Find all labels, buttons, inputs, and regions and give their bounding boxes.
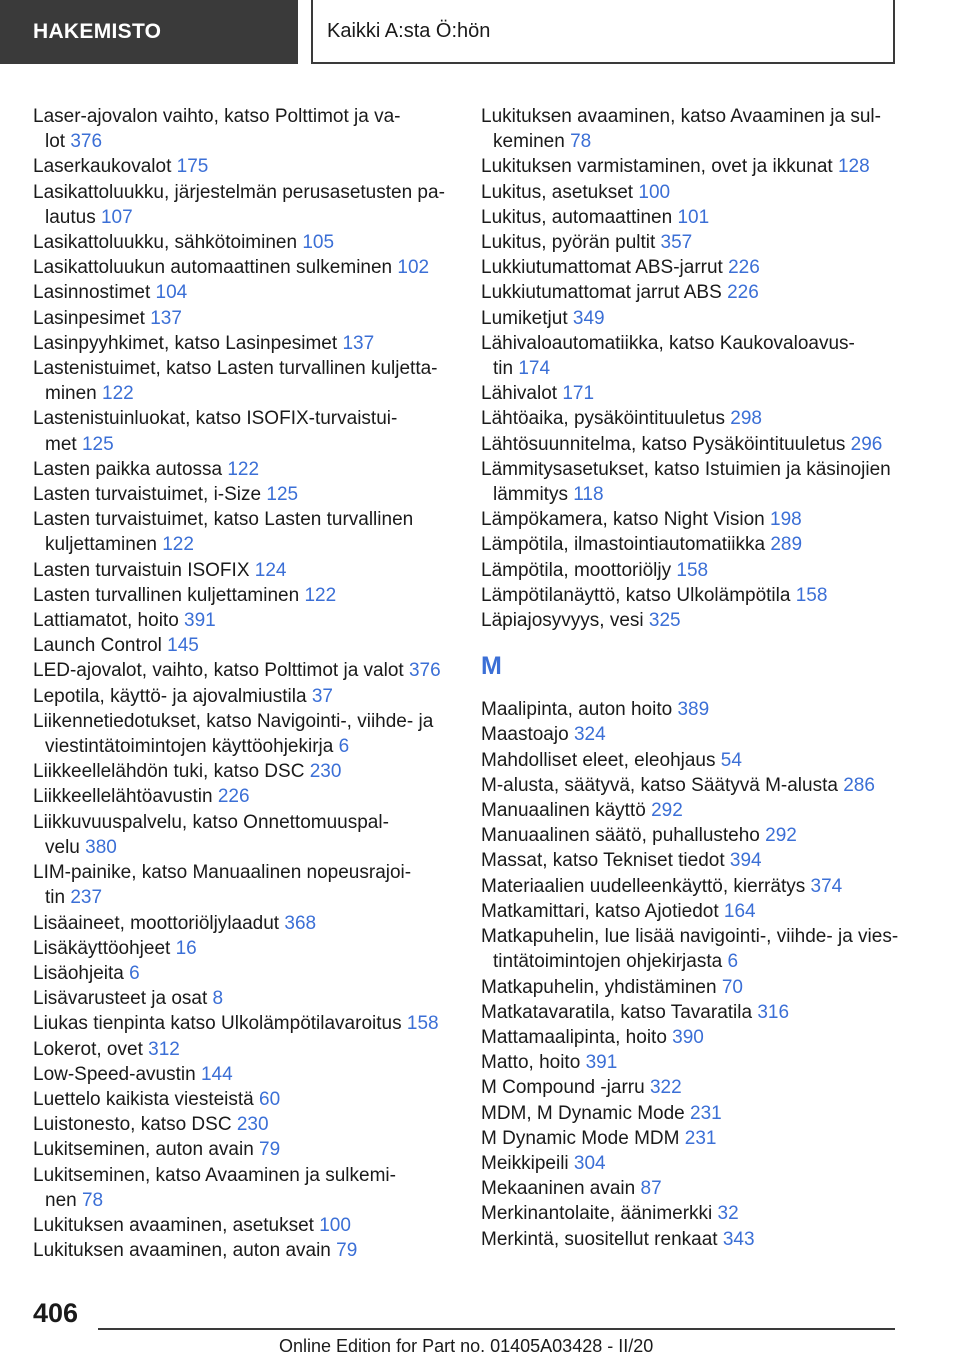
index-entry [33, 154, 453, 179]
page-link[interactable]: 390 [672, 1026, 704, 1048]
index-entry [33, 1213, 453, 1238]
index-entry [33, 406, 453, 431]
page-link[interactable]: 376 [408, 660, 441, 682]
index-entry [33, 1062, 453, 1087]
index-entry [33, 784, 453, 809]
page-link[interactable]: 164 [723, 900, 756, 922]
index-entry-text: lautus [45, 206, 96, 228]
page-link[interactable]: 158 [795, 584, 828, 606]
page-link[interactable]: 6 [129, 962, 140, 984]
page-link[interactable]: 105 [302, 232, 335, 254]
index-entry-text: Lähtöaika, pysäköintituuletus [481, 408, 725, 430]
index-entry-text: Liikkuvuuspalvelu, katso Onnettomuuspal- [33, 811, 389, 833]
page-link[interactable]: 122 [304, 584, 337, 606]
page-link[interactable]: 54 [720, 749, 742, 771]
page-link[interactable]: 79 [259, 1139, 281, 1161]
index-entry [481, 697, 901, 722]
page-link[interactable]: 79 [336, 1240, 358, 1262]
page-link[interactable]: 137 [342, 332, 375, 354]
page-link[interactable]: 230 [309, 761, 342, 783]
page-link[interactable]: 122 [162, 534, 194, 556]
index-entry-text: Liikkeellelähtöavustin [33, 786, 213, 808]
index-entry [33, 558, 453, 583]
index-entry [33, 986, 453, 1011]
breadcrumb [311, 0, 895, 64]
index-entry-text: Liikennetiedotukset, katso Navigointi-, viihde- ja [33, 710, 434, 732]
index-entry [33, 1011, 453, 1036]
index-entry-text: Lisäohjeita [33, 962, 124, 984]
index-entry [33, 810, 453, 835]
index-entry [33, 658, 453, 683]
index-entry-text: Lisäaineet, moottoriöljylaadut [33, 912, 280, 934]
page-link[interactable]: 107 [100, 206, 133, 228]
page-link[interactable]: 304 [573, 1152, 606, 1174]
index-entry [481, 1151, 901, 1176]
page-link[interactable]: 343 [722, 1228, 755, 1250]
index-entry [33, 583, 453, 608]
index-entry-text: Mattamaalipinta, hoito [481, 1026, 667, 1048]
index-entry [33, 129, 453, 154]
page-link[interactable]: 8 [212, 988, 224, 1010]
index-entry-text: viestintätoimintojen käyttöohjekirja [45, 736, 334, 758]
page-link[interactable]: 175 [176, 156, 209, 178]
index-entry-text: Lepotila, käyttö- ja ajovalmiustila [33, 685, 307, 707]
index-entry-text: Lastenistuimet, katso Lasten turvallinen kuljetta- [33, 358, 438, 380]
index-entry-text: Lasten turvaistuimet, i-Size [33, 484, 262, 506]
page-link[interactable]: 6 [338, 736, 350, 758]
index-entry [33, 633, 453, 658]
index-entry [33, 1137, 453, 1162]
page-link[interactable]: 32 [717, 1203, 739, 1225]
index-entry [33, 1037, 453, 1062]
index-entry-text: Lähivaloautomatiikka, katso Kaukovaloavus- [481, 332, 855, 354]
index-entry-text: Lastenistuinluokat, katso ISOFIX-turvaistui- [33, 408, 398, 430]
index-entry [33, 936, 453, 961]
page-link[interactable]: 118 [573, 484, 604, 506]
page-link[interactable]: 237 [70, 887, 103, 909]
page-link[interactable]: 100 [638, 181, 671, 203]
page-link[interactable]: 394 [729, 850, 762, 872]
page-link[interactable]: 391 [585, 1052, 618, 1074]
index-group-m [481, 697, 901, 1251]
index-entry-text: Liukas tienpinta katso Ulkolämpötilavaroitus [33, 1013, 402, 1035]
section-label: HAKEMISTO [33, 20, 162, 43]
page-link[interactable]: 391 [184, 610, 216, 632]
index-entry-text: Manuaalinen käyttö [481, 800, 646, 822]
page-link[interactable]: 100 [319, 1214, 351, 1236]
index-entry-text: Lumiketjut [481, 307, 568, 329]
page-link[interactable]: 324 [573, 724, 606, 746]
index-entry-text: Matto, hoito [481, 1052, 581, 1074]
index-entry [481, 1000, 901, 1025]
index-entry [33, 532, 453, 557]
page-link[interactable]: 286 [843, 774, 875, 796]
index-entry [481, 823, 901, 848]
page-link[interactable]: 376 [70, 131, 103, 153]
page-link[interactable]: 349 [572, 307, 605, 329]
index-entry [481, 180, 901, 205]
page-link[interactable]: 380 [85, 836, 117, 858]
index-entry-text: Lämpötila, ilmastointiautomatiikka [481, 534, 766, 556]
section-letter-m: M [481, 652, 502, 681]
index-entry-text: Lukkiutumattomat ABS-jarrut [481, 257, 723, 279]
page-link[interactable]: 296 [850, 433, 883, 455]
page-link[interactable]: 292 [651, 800, 683, 822]
index-entry-text: MDM, M Dynamic Mode [481, 1102, 685, 1124]
index-entry-text: Lukituksen avaaminen, asetukset [33, 1214, 314, 1236]
page-link[interactable]: 125 [266, 484, 299, 506]
index-entry-text: keminen [493, 131, 565, 153]
page-link[interactable]: 171 [562, 383, 595, 405]
page-link[interactable]: 124 [254, 559, 287, 581]
index-entry-text: Liikkeellelähdön tuki, katso DSC [33, 761, 305, 783]
index-entry-text: M-alusta, säätyvä, katso Säätyvä M-alusta [481, 774, 838, 796]
index-entry-text: Lähivalot [481, 383, 558, 405]
index-entry [33, 230, 453, 255]
index-entry [33, 885, 453, 910]
page-link[interactable]: 37 [311, 685, 333, 707]
index-entry [481, 722, 901, 747]
index-entry [481, 356, 901, 381]
index-entry-text: Lasten paikka autossa [33, 458, 223, 480]
page-link[interactable]: 137 [150, 307, 182, 329]
index-entry-text: velu [45, 836, 80, 858]
index-entry-text: Lukitus, automaattinen [481, 206, 673, 228]
index-entry-text: Lasinpesimet [33, 307, 145, 329]
index-entry-text: Luistonesto, katso DSC [33, 1114, 232, 1136]
index-entry-text: Maastoajo [481, 724, 569, 746]
page-link[interactable]: 231 [690, 1102, 722, 1124]
index-entry [33, 1112, 453, 1137]
index-entry [33, 356, 453, 381]
index-entry-text: Lasinpyyhkimet, katso Lasinpesimet [33, 332, 338, 354]
index-entry [481, 154, 901, 179]
footer-divider [98, 1328, 895, 1330]
index-entry-text: Meikkipeili [481, 1152, 569, 1174]
index-entry-text: Matkatavaratila, katso Tavaratila [481, 1001, 753, 1023]
page-link[interactable]: 128 [837, 156, 870, 178]
page-link[interactable]: 102 [397, 257, 430, 279]
index-entry-text: Maalipinta, auton hoito [481, 699, 673, 721]
index-entry-text: Lukituksen avaaminen, auton avain [33, 1240, 331, 1262]
index-entry-text: tin [45, 887, 66, 909]
index-entry [481, 1201, 901, 1226]
index-column-right [481, 104, 901, 1252]
page-link[interactable]: 78 [81, 1189, 104, 1211]
index-entry [33, 734, 453, 759]
page-link[interactable]: 70 [721, 976, 743, 998]
index-entry-text: minen [45, 383, 97, 405]
index-entry-text: Lasikattoluukun automaattinen sulkeminen [33, 257, 393, 279]
index-entry [33, 860, 453, 885]
index-entry [33, 507, 453, 532]
index-entry [33, 835, 453, 860]
index-entry-text: Lasten turvaistuimet, katso Lasten turvallinen [33, 509, 414, 531]
index-entry [33, 684, 453, 709]
index-entry [481, 129, 901, 154]
index-entry-text: Lukitseminen, katso Avaaminen ja sulkemi- [33, 1164, 396, 1186]
index-entry [481, 583, 901, 608]
page-link[interactable]: 357 [660, 232, 693, 254]
page-link[interactable]: 158 [406, 1013, 439, 1035]
index-entry-text: Lämpötila, moottoriöljy [481, 559, 672, 581]
section-tab [0, 0, 298, 64]
index-entry [481, 507, 901, 532]
index-entry-text: Lisäkäyttöohjeet [33, 937, 171, 959]
index-entry-text: Lukitus, asetukset [481, 181, 634, 203]
index-entry [481, 406, 901, 431]
index-entry-text: Lämmitysasetukset, katso Istuimien ja käsinojien [481, 458, 891, 480]
index-entry-text: tin [493, 358, 514, 380]
index-entry-text: Lokerot, ovet [33, 1038, 143, 1060]
index-entry-text: Merkinantolaite, äänimerkki [481, 1203, 713, 1225]
index-entry [33, 432, 453, 457]
index-entry [33, 331, 453, 356]
index-entry [481, 280, 901, 305]
page-link[interactable]: 122 [227, 458, 260, 480]
index-entry-text: lot [45, 131, 66, 153]
index-entry-text: Lattiamatot, hoito [33, 610, 179, 632]
index-entry [481, 432, 901, 457]
index-entry [481, 1227, 901, 1252]
index-entry-text: Lukitus, pyörän pultit [481, 232, 656, 254]
index-entry-text: Lukkiutumattomat jarrut ABS [481, 282, 722, 304]
page-link[interactable]: 322 [649, 1077, 682, 1099]
index-entry-text: Mekaaninen avain [481, 1178, 636, 1200]
index-entry [33, 1163, 453, 1188]
page-link[interactable]: 289 [770, 534, 803, 556]
index-entry [481, 949, 901, 974]
index-entry-text: Merkintä, suositellut renkaat [481, 1228, 718, 1250]
index-column-left [33, 104, 453, 1263]
index-entry [33, 381, 453, 406]
index-entry [481, 205, 901, 230]
page-link[interactable]: 292 [765, 825, 797, 847]
index-entry [481, 1050, 901, 1075]
index-entry [481, 773, 901, 798]
index-entry [33, 911, 453, 936]
index-entry [33, 1087, 453, 1112]
index-entry [481, 748, 901, 773]
page-link[interactable]: 374 [810, 875, 843, 897]
index-entry-text: LIM-painike, katso Manuaalinen nopeusrajoi- [33, 862, 412, 884]
index-entry-text: Lasten turvallinen kuljettaminen [33, 584, 300, 606]
index-entry-text: Lasten turvaistuin ISOFIX [33, 559, 250, 581]
index-entry [33, 1238, 453, 1263]
index-entry [33, 759, 453, 784]
index-entry [481, 1101, 901, 1126]
index-entry [33, 306, 453, 331]
index-entry-text: Luettelo kaikista viesteistä [33, 1088, 254, 1110]
index-entry-text: LED-ajovalot, vaihto, katso Polttimot ja valot [33, 660, 404, 682]
index-entry [33, 608, 453, 633]
index-entry [33, 180, 453, 205]
index-entry-text: kuljettaminen [45, 534, 157, 556]
page-link[interactable]: 389 [677, 699, 710, 721]
index-entry-text: Lähtösuunnitelma, katso Pysäköintituuletus [481, 433, 846, 455]
index-entry-text: M Dynamic Mode MDM [481, 1127, 680, 1149]
page-link[interactable]: 226 [217, 786, 250, 808]
index-entry-text: Lukituksen avaaminen, katso Avaaminen ja sul- [481, 106, 881, 127]
index-entry-text: Laserkaukovalot [33, 156, 172, 178]
page-link[interactable]: 78 [570, 131, 592, 153]
page-number: 406 [33, 1298, 79, 1328]
breadcrumb-label: Kaikki A:sta Ö:hön [327, 19, 491, 42]
index-entry [481, 1075, 901, 1100]
index-entry-text: Lukitseminen, auton avain [33, 1139, 254, 1161]
index-entry [481, 975, 901, 1000]
index-entry [481, 924, 901, 949]
index-entry [481, 306, 901, 331]
index-entry [481, 608, 901, 633]
index-group-l [481, 104, 901, 633]
index-entry [481, 899, 901, 924]
index-entry-text: Lasikattoluukku, järjestelmän perusasetusten pa- [33, 181, 445, 203]
page-link[interactable]: 198 [770, 509, 802, 531]
index-entry-text: Lasikattoluukku, sähkötoiminen [33, 232, 298, 254]
index-entry-text: Lämpökamera, katso Night Vision [481, 509, 765, 531]
page-link[interactable]: 316 [757, 1001, 790, 1023]
index-entry [481, 798, 901, 823]
page-link[interactable]: 368 [284, 912, 317, 934]
page-link[interactable]: 6 [727, 951, 739, 973]
page-link[interactable]: 174 [518, 358, 551, 380]
index-entry-text: Mahdolliset eleet, eleohjaus [481, 749, 716, 771]
index-entry [481, 331, 901, 356]
index-entry [481, 104, 901, 129]
index-entry [33, 104, 453, 129]
index-entry [481, 1126, 901, 1151]
page-link[interactable]: 298 [730, 408, 762, 430]
index-entry-text: Laser-ajovalon vaihto, katso Polttimot ja va- [33, 106, 401, 127]
page-link[interactable]: 158 [676, 559, 709, 581]
page-link[interactable]: 16 [175, 937, 197, 959]
index-entry-text: Lämpötilanäyttö, katso Ulkolämpötila [481, 584, 791, 606]
page-link[interactable]: 60 [259, 1088, 281, 1110]
page-link[interactable]: 144 [200, 1063, 233, 1085]
page-link[interactable]: 87 [640, 1178, 662, 1200]
index-entry [481, 1025, 901, 1050]
index-entry-text: Lisävarusteet ja osat [33, 988, 208, 1010]
page-link[interactable]: 145 [167, 635, 199, 657]
page-link[interactable]: 325 [648, 610, 681, 632]
index-entry-text: Matkapuhelin, yhdistäminen [481, 976, 717, 998]
index-entry-text: Manuaalinen säätö, puhallusteho [481, 825, 760, 847]
page-link[interactable]: 125 [81, 433, 114, 455]
index-entry [481, 255, 901, 280]
index-entry-text: Matkapuhelin, lue lisää navigointi-, viihde- ja vies- [481, 926, 899, 948]
index-entry [481, 848, 901, 873]
page-link[interactable]: 101 [677, 206, 710, 228]
index-entry-text: Launch Control [33, 635, 162, 657]
page-link[interactable]: 226 [728, 257, 760, 279]
index-entry [33, 709, 453, 734]
index-entry [481, 457, 901, 482]
index-entry [33, 961, 453, 986]
page-link[interactable]: 226 [727, 282, 759, 304]
index-entry [481, 532, 901, 557]
index-entry [33, 457, 453, 482]
index-entry [33, 1188, 453, 1213]
index-entry-text: Materiaalien uudelleenkäyttö, kierrätys [481, 875, 806, 897]
index-entry [481, 1176, 901, 1201]
index-entry-text: Matkamittari, katso Ajotiedot [481, 900, 719, 922]
index-entry-text: Massat, katso Tekniset tiedot [481, 850, 725, 872]
page-link[interactable]: 104 [155, 282, 188, 304]
index-entry-text: Lasinnostimet [33, 282, 151, 304]
index-entry [33, 482, 453, 507]
index-entry-text: Läpiajosyvyys, vesi [481, 610, 644, 632]
index-entry [33, 205, 453, 230]
index-entry-text: tintätoimintojen ohjekirjasta [493, 951, 723, 973]
index-entry [481, 874, 901, 899]
index-entry-text: Low-Speed-avustin [33, 1063, 196, 1085]
index-entry-text: Lukituksen varmistaminen, ovet ja ikkunat [481, 156, 833, 178]
page-link[interactable]: 230 [236, 1114, 269, 1136]
page-link[interactable]: 312 [148, 1038, 180, 1060]
page-link[interactable]: 122 [102, 383, 134, 405]
index-entry [33, 280, 453, 305]
index-entry-text: met [45, 433, 77, 455]
index-entry [481, 381, 901, 406]
index-entry [33, 255, 453, 280]
index-entry-text: lämmitys [493, 484, 568, 506]
page-link[interactable]: 231 [684, 1127, 717, 1149]
edition-footer: Online Edition for Part no. 01405A03428 - II/20 [279, 1336, 654, 1356]
index-entry-text: M Compound -jarru [481, 1077, 645, 1099]
index-entry [481, 230, 901, 255]
index-entry [481, 482, 901, 507]
index-entry [481, 558, 901, 583]
index-entry-text: nen [45, 1189, 77, 1211]
